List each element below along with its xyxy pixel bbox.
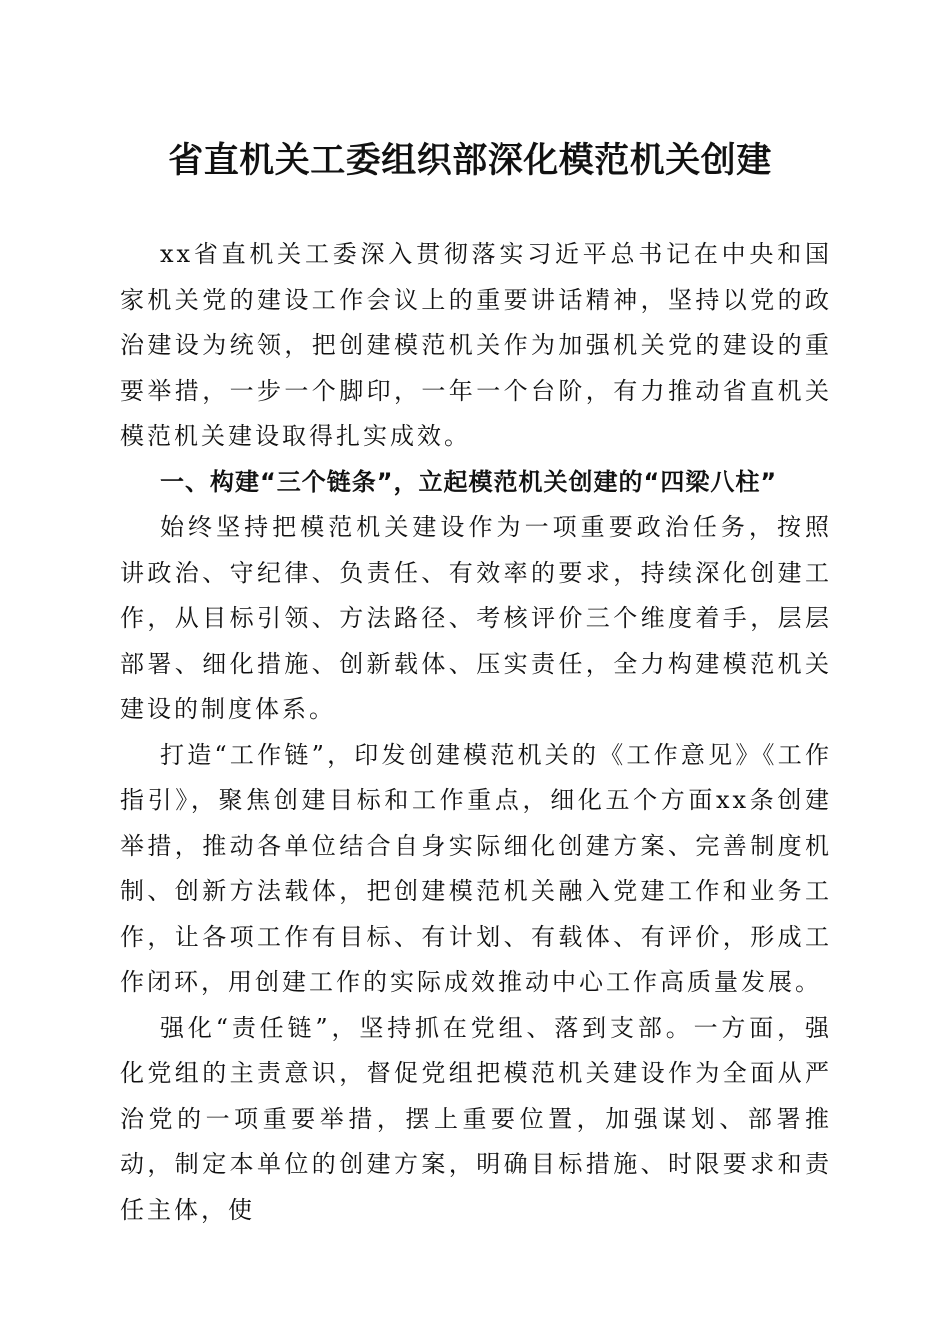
document-title: 省直机关工委组织部深化模范机关创建 — [168, 140, 772, 181]
document-body — [120, 232, 832, 1233]
section1-paragraph-2: 打造“工作链”，印发创建模范机关的《工作意见》《工作指引》，聚焦创建目标和工作重点，细化五个方面xx条创建举措，推动各单位结合自身实际细化创建方案、完善制度机制、创新方法载体，把创建模范机关融入党建工作和业务工作，让各项工作有目标、有计划、有载体、有评价，形成工作闭环，用创建工作的实际成效推动中心工作高质量发展。 — [120, 740, 832, 996]
section-heading-1: 一、构建“三个链条”，立起模范机关创建的“四梁八柱” — [160, 467, 778, 496]
section1-paragraph-3: 强化“责任链”，坚持抓在党组、落到支部。一方面，强化党组的主责意识，督促党组把模范机关建设作为全面从严治党的一项重要举措，摆上重要位置，加强谋划、部署推动，制定本单位的创建方案，明确目标措施、时限要求和责任主体，使 — [120, 1013, 832, 1224]
section1-paragraph-1: 始终坚持把模范机关建设作为一项重要政治任务，按照讲政治、守纪律、负责任、有效率的要求，持续深化创建工作，从目标引领、方法路径、考核评价三个维度着手，层层部署、细化措施、创新载体、压实责任，全力构建模范机关建设的制度体系。 — [120, 513, 832, 723]
intro-paragraph: xx省直机关工委深入贯彻落实习近平总书记在中央和国家机关党的建设工作会议上的重要讲话精神，坚持以党的政治建设为统领，把创建模范机关作为加强机关党的建设的重要举措，一步一个脚印，一年一个台阶，有力推动省直机关模范机关建设取得扎实成效。 — [120, 240, 832, 450]
